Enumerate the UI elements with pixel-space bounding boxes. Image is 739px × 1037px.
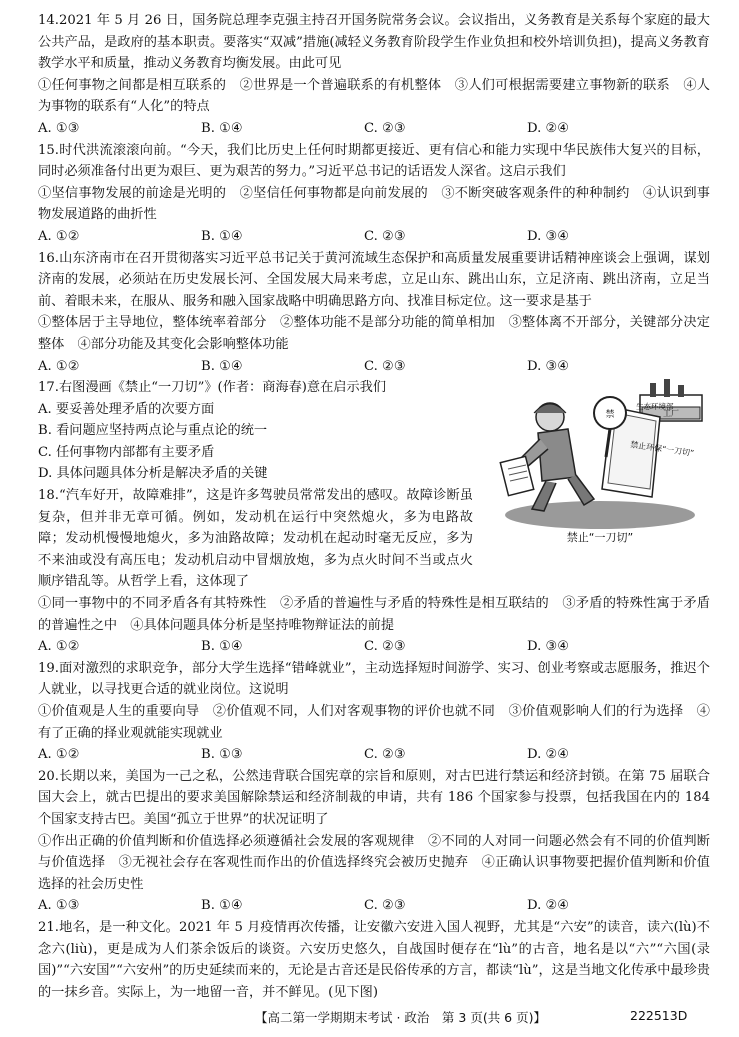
option-a: A. ①②: [38, 747, 80, 763]
option-b: B. ①④: [201, 120, 243, 136]
svg-text:禁: 禁: [605, 410, 615, 421]
footer-code: 222513D: [630, 1008, 688, 1023]
option-d: D. ③④: [527, 639, 570, 655]
sign-label: 生态环境部: [636, 402, 674, 412]
question-statements: ①坚信事物发展的前途是光明的 ②坚信任何事物都是向前发展的 ③不断突破客观条件的种种制约 ④认识到事物发展道路的曲折性: [38, 185, 710, 223]
option-b: B. ①④: [201, 358, 243, 374]
page-footer: [0, 1008, 739, 1028]
cartoon-illustration: [490, 377, 710, 547]
question-stem: 20.长期以来，美国为一己之私，公然违背联合国宪章的宗旨和原则，对古巴进行禁运和经济封锁。在第 75 届联合国大会上，就古巴提出的要求美国解除禁运和经济制裁的申请，共有 186 个国家参与投票，包括我国在内的 184 个国家支持古巴。美国“孤立于世界”的状况证明了: [38, 768, 710, 827]
question-statements: ①价值观是人生的重要向导 ②价值观不同，人们对客观事物的评价也就不同 ③价值观影响人们的行为选择 ④有了正确的择业观就能实现就业: [38, 704, 710, 741]
answer-options: [38, 118, 710, 140]
option-a: A. ①③: [38, 898, 80, 914]
option-a: A. ①②: [38, 228, 80, 244]
question-statements: ①任何事物之间都是相互联系的 ②世界是一个普遍联系的有机整体 ③人们可根据需要建立事物新的联系 ④人为事物的联系有“人化”的特点: [38, 77, 710, 115]
question-statements: ①整体居于主导地位，整体统率着部分 ②整体功能不是部分功能的简单相加 ③整体离不开部分，关键部分决定整体 ④部分功能及其变化会影响整体功能: [38, 315, 710, 352]
question-stem: 18.“汽车好开，故障难排”，这是许多驾驶员常常发出的感叹。故障诊断虽复杂，但并非无章可循。例如，发动机在运行中突然熄火，多为电路故障；发动机慢慢地熄火，多为油路故障；发动机在起动时毫无反应，多为不来油或没有高压电；发动机启动中冒烟放炮，多为点火时间不当或点火顺序错乱等。从哲学上看，这体现了: [38, 488, 473, 590]
option-d: D. ②④: [527, 120, 570, 136]
question-20: [38, 766, 710, 917]
answer-options: [38, 226, 710, 248]
answer-options: [38, 895, 710, 917]
option-a: A. ①③: [38, 120, 80, 136]
question-21: [38, 917, 710, 1003]
question-statements: ①作出正确的价值判断和价值选择必须遵循社会发展的客观规律 ②不同的人对同一问题必然会有不同的价值判断与价值选择 ③无视社会存在客观性而作出的价值选择终究会被历史抛弃 ④正确认识事物要把握价值判断和价值选择的社会历史性: [38, 833, 710, 892]
option-b: B. ①③: [201, 747, 243, 763]
question-17-18-block: [38, 377, 710, 658]
option-c: C. ②③: [364, 358, 406, 374]
option-d: D. ②④: [527, 898, 570, 914]
footer-title: 【高二第一学期期末考试 · 政治 第 3 页(共 6 页)】: [255, 1010, 546, 1025]
option-c: C. ②③: [364, 747, 406, 763]
running-person-figure: [500, 403, 594, 511]
option-d: D. ③④: [527, 358, 570, 374]
option-c: C. ②③: [364, 639, 406, 655]
answer-options: [38, 744, 710, 766]
answer-options: [38, 636, 710, 658]
question-17: [38, 377, 473, 485]
answer-options: [38, 356, 710, 378]
question-stem: 21.地名，是一种文化。2021 年 5 月疫情再次传播，让安徽六安进入国人视野，尤其是“六安”的读音，读六(lù)不念六(liù)，更是成为人们茶余饭后的谈资。六安历史悠久，自战国时便存在“lù”的古音，地名是以“六”“六国(录国)”“六安国”“六安州”的历史延续而来的，无论是古音还是民俗传承的方言，都读“lù”，这是当地文化传承中最珍贵的一抹乡音。实际上，为一地留一音，并不鲜见。(见下图): [38, 919, 710, 1000]
question-15: [38, 140, 710, 248]
option-b: B. 看问题应坚持两点论与重点论的统一: [38, 423, 268, 439]
cartoon-caption: 禁止“一刀切”: [566, 531, 634, 545]
document-text: 禁止环保“一刀切”: [629, 440, 695, 459]
question-statements: ①同一事物中的不同矛盾各有其特殊性 ②矛盾的普遍性与矛盾的特殊性是相互联结的 ③矛盾的特殊性寓于矛盾的普遍性之中 ④具体问题具体分析是坚持唯物辩证法的前提: [38, 596, 710, 633]
option-c: C. ②③: [364, 228, 406, 244]
option-a: A. ①②: [38, 358, 80, 374]
option-d: D. 具体问题具体分析是解决矛盾的关键: [38, 466, 268, 482]
exam-page: [38, 10, 710, 1003]
cartoon-drawing: [490, 377, 710, 547]
question-stem: 17.右图漫画《禁止“一刀切”》(作者：商海春)意在启示我们: [38, 380, 387, 396]
option-b: B. ①④: [201, 898, 243, 914]
question-stem: 15.时代洪流滚滚向前。“今天，我们比历史上任何时期都更接近、更有信心和能力实现中华民族伟大复兴的目标，同时必须准备付出更为艰巨、更为艰苦的努力。”习近平总书记的话语发人深省。这启示我们: [38, 142, 710, 180]
option-b: B. ①④: [201, 228, 243, 244]
factory-label: 工厂: [663, 409, 679, 419]
option-d: D. ②④: [527, 747, 570, 763]
option-d: D. ③④: [527, 228, 570, 244]
option-c: C. ②③: [364, 898, 406, 914]
question-19: [38, 658, 710, 766]
question-stem: 14.2021 年 5 月 26 日，国务院总理李克强主持召开国务院常务会议。会议指出，义务教育是关系每个家庭的最大公共产品，是政府的基本职责。要落实“双减”措施(减轻义务教育阶段学生作业负担和校外培训负担)，提高义务教育教学水平和质量，推动义务教育均衡发展。由此可见: [38, 13, 710, 72]
question-14: [38, 10, 710, 140]
option-b: B. ①④: [201, 639, 243, 655]
option-c: C. ②③: [364, 120, 406, 136]
option-c: C. 任何事物内部都有主要矛盾: [38, 444, 215, 460]
option-a: A. 要妥善处理矛盾的次要方面: [38, 401, 215, 417]
question-stem: 19.面对激烈的求职竞争，部分大学生选择“错峰就业”，主动选择短时间游学、实习、创业考察或志愿服务，推迟个人就业，以寻找更合适的就业岗位。这说明: [38, 660, 710, 698]
question-16: [38, 248, 710, 378]
option-a: A. ①②: [38, 639, 80, 655]
question-stem: 16.山东济南市在召开贯彻落实习近平总书记关于黄河流域生态保护和高质量发展重要讲话精神座谈会上强调，谋划济南的发展，必须站在历史发展长河、全国发展大局来考虑，立足山东、跳出山东，立足济南、跳出济南，立足当前、着眼未来，在服从、服务和融入国家战略中明确思路方向、找准目标定位。这一要求是基于: [38, 250, 710, 309]
